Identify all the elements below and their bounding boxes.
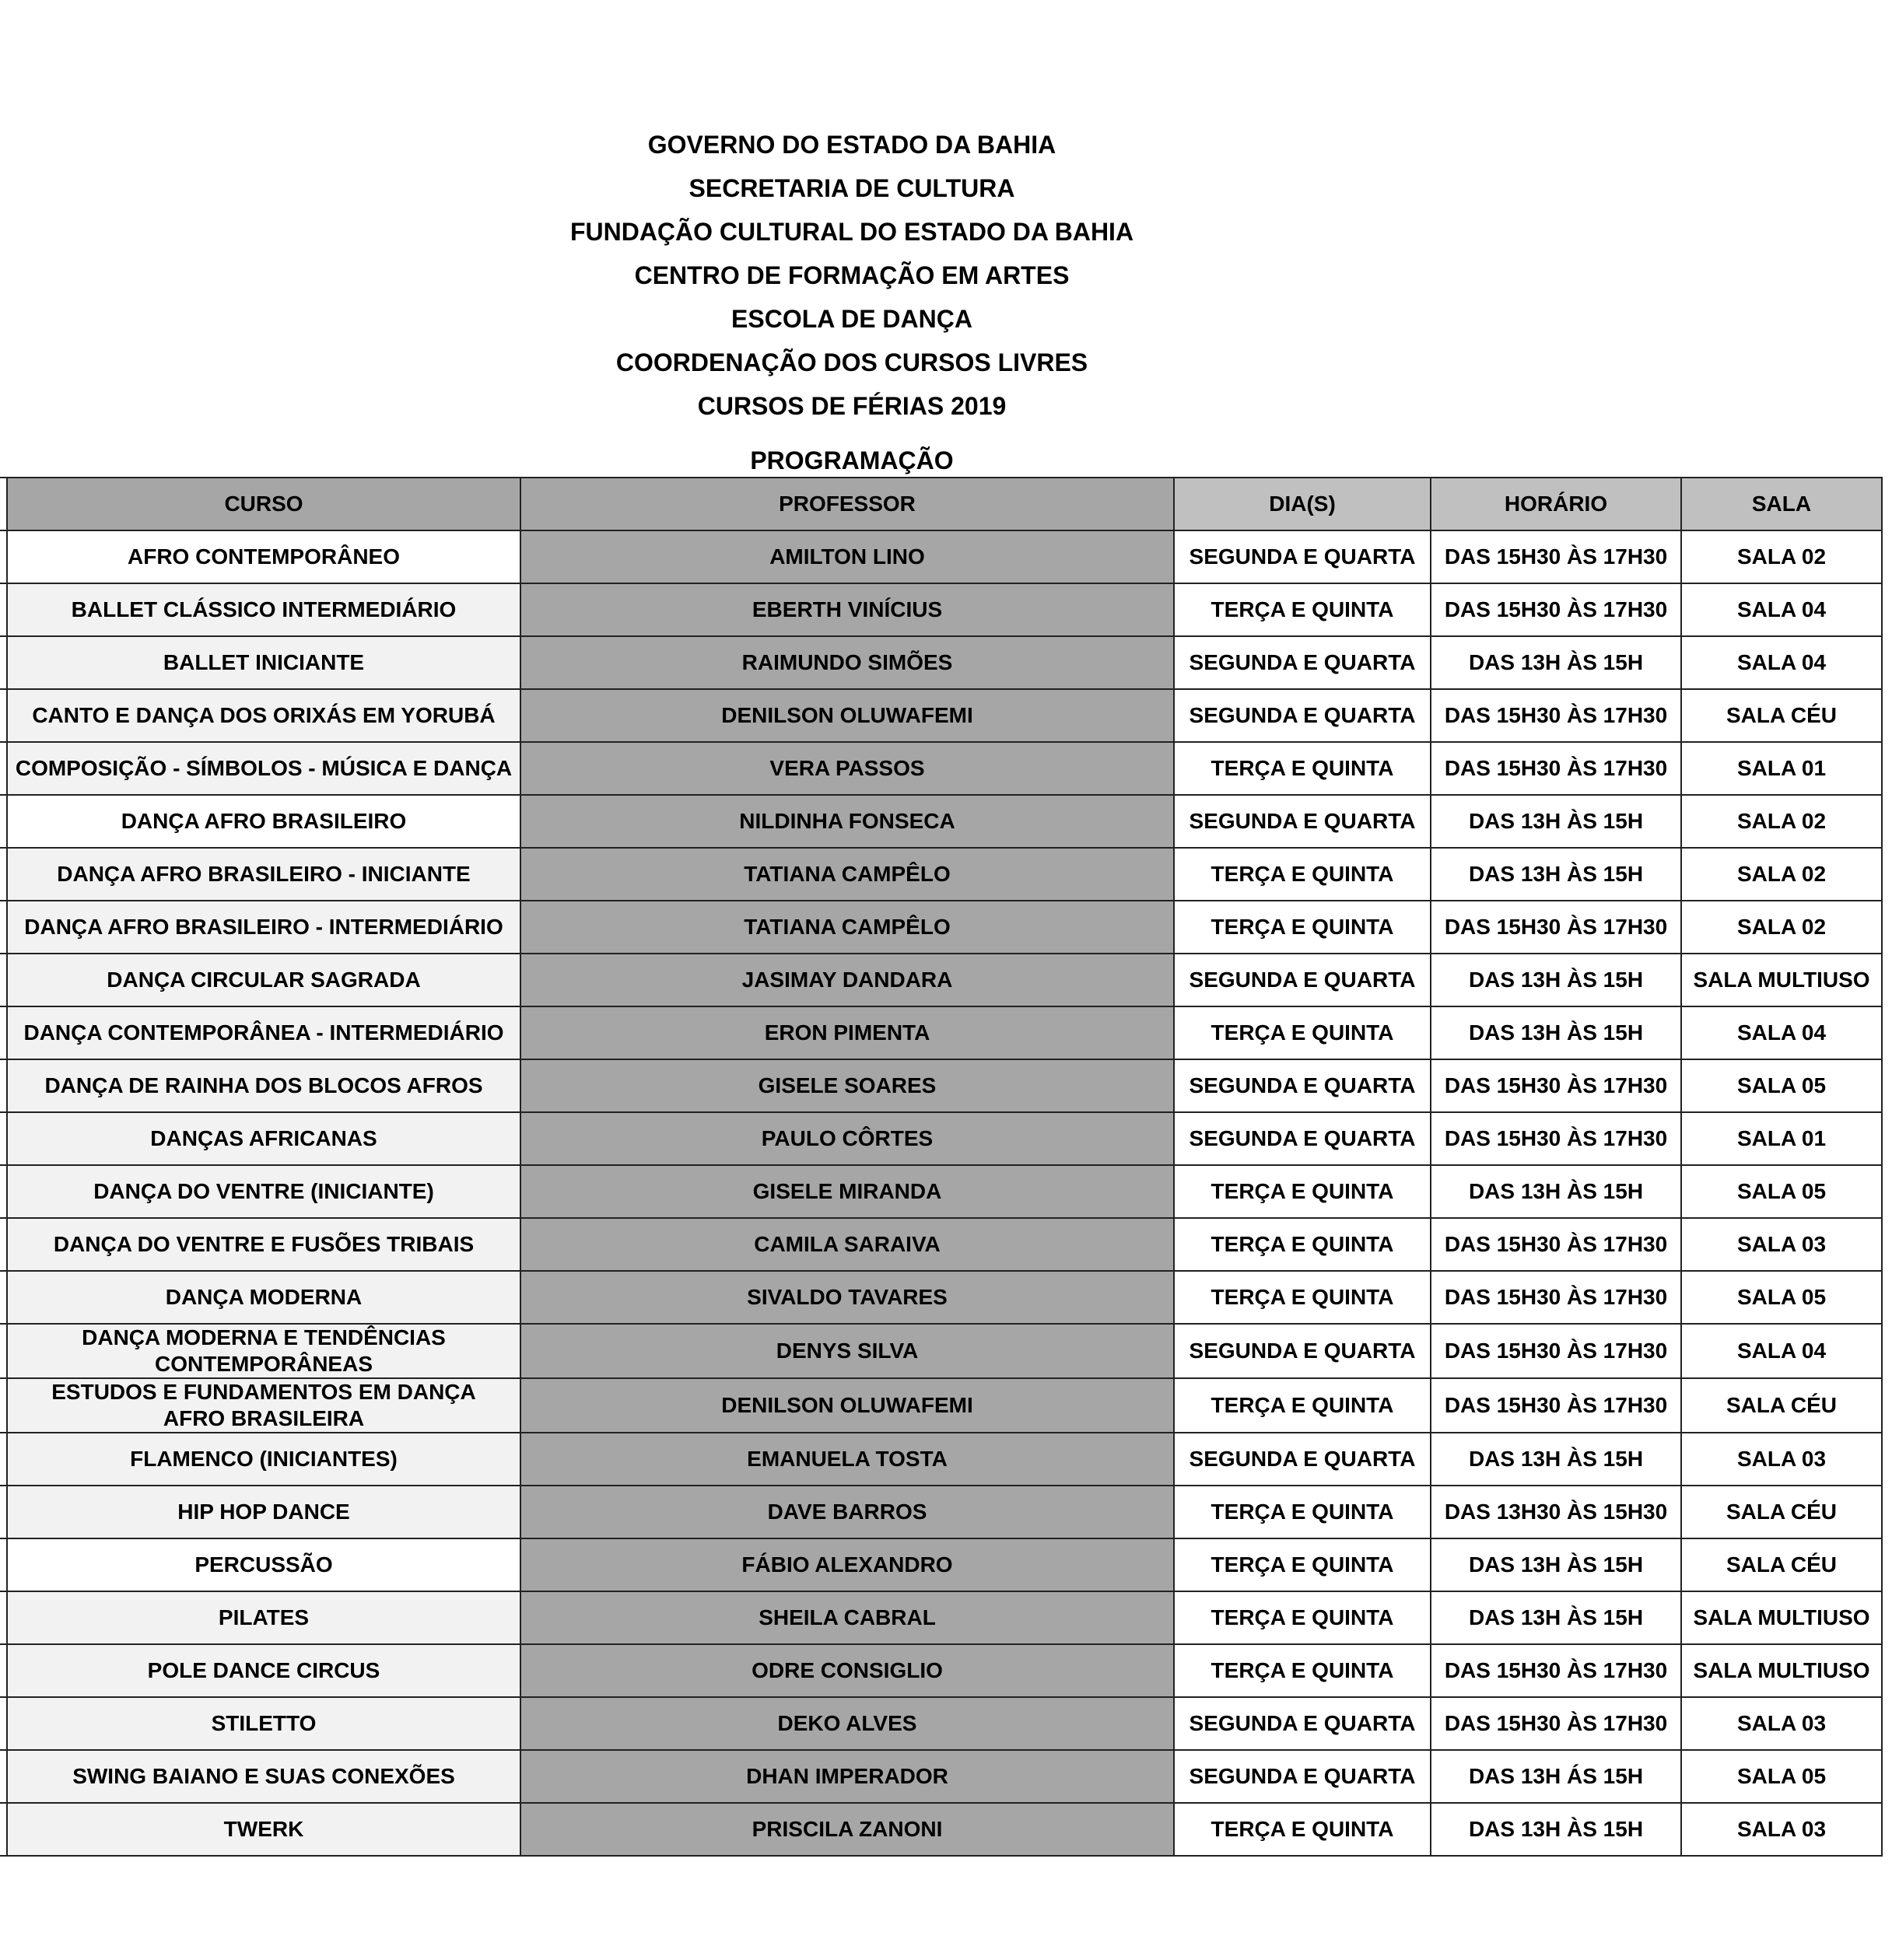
sala-cell: SALA 04 xyxy=(1681,583,1882,636)
table-row xyxy=(7,1644,1882,1697)
curso-cell: DANÇA MODERNA E TENDÊNCIAS CONTEMPORÂNEAS xyxy=(7,1324,520,1378)
curso-cell: BALLET CLÁSSICO INTERMEDIÁRIO xyxy=(7,583,520,636)
row-rule-stub xyxy=(0,1059,6,1060)
horario-cell: DAS 15H30 ÀS 17H30 xyxy=(1431,742,1681,795)
dias-cell: TERÇA E QUINTA xyxy=(1174,742,1431,795)
curso-cell: FLAMENCO (INICIANTES) xyxy=(7,1433,520,1486)
professor-cell: DEKO ALVES xyxy=(520,1697,1174,1750)
column-header-curso: CURSO xyxy=(7,478,520,530)
dias-cell: TERÇA E QUINTA xyxy=(1174,1538,1431,1591)
professor-cell: ODRE CONSIGLIO xyxy=(520,1644,1174,1697)
table-row xyxy=(7,583,1882,636)
sala-cell: SALA 01 xyxy=(1681,742,1882,795)
horario-cell: DAS 15H30 ÀS 17H30 xyxy=(1431,1644,1681,1697)
dias-cell: TERÇA E QUINTA xyxy=(1174,1165,1431,1218)
table-row xyxy=(7,954,1882,1006)
header-line-coordenacao: COORDENAÇÃO DOS CURSOS LIVRES xyxy=(615,348,1088,376)
row-rule-stub xyxy=(0,794,6,796)
horario-cell: DAS 15H30 ÀS 17H30 xyxy=(1431,1324,1681,1378)
horario-cell: DAS 13H ÀS 15H xyxy=(1431,1006,1681,1059)
curso-cell: DANÇA AFRO BRASILEIRO - INTERMEDIÁRIO xyxy=(7,901,520,954)
dias-cell: TERÇA E QUINTA xyxy=(1174,1218,1431,1271)
curso-cell: AFRO CONTEMPORÂNEO xyxy=(7,530,520,583)
horario-cell: DAS 15H30 ÀS 17H30 xyxy=(1431,1059,1681,1112)
sala-cell: SALA 01 xyxy=(1681,1112,1882,1165)
table-row xyxy=(7,795,1882,848)
dias-cell: TERÇA E QUINTA xyxy=(1174,1006,1431,1059)
professor-cell: RAIMUNDO SIMÕES xyxy=(520,636,1174,689)
sala-cell: SALA CÉU xyxy=(1681,1378,1882,1433)
curso-cell: HIP HOP DANCE xyxy=(7,1486,520,1538)
professor-cell: SHEILA CABRAL xyxy=(520,1591,1174,1644)
table-row xyxy=(7,1324,1882,1378)
row-rule-stub xyxy=(0,477,6,478)
horario-cell: DAS 13H ÀS 15H xyxy=(1431,1165,1681,1218)
row-rule-stub xyxy=(0,1432,6,1433)
curso-cell: DANÇA DO VENTRE E FUSÕES TRIBAIS xyxy=(7,1218,520,1271)
professor-cell: CAMILA SARAIVA xyxy=(520,1218,1174,1271)
professor-cell: EBERTH VINÍCIUS xyxy=(520,583,1174,636)
horario-cell: DAS 13H ÀS 15H xyxy=(1431,636,1681,689)
horario-cell: DAS 15H30 ÀS 17H30 xyxy=(1431,1218,1681,1271)
sala-cell: SALA CÉU xyxy=(1681,689,1882,742)
row-rule-stub xyxy=(0,1111,6,1113)
horario-cell: DAS 15H30 ÀS 17H30 xyxy=(1431,1271,1681,1324)
horario-cell: DAS 15H30 ÀS 17H30 xyxy=(1431,583,1681,636)
dias-cell: TERÇA E QUINTA xyxy=(1174,1591,1431,1644)
dias-cell: TERÇA E QUINTA xyxy=(1174,1378,1431,1433)
row-rule-stub xyxy=(0,1270,6,1272)
sala-cell: SALA 05 xyxy=(1681,1750,1882,1803)
row-rule-stub xyxy=(0,1217,6,1219)
table-row xyxy=(7,1591,1882,1644)
dias-cell: SEGUNDA E QUARTA xyxy=(1174,1059,1431,1112)
row-rule-stub xyxy=(0,583,6,584)
row-rule-stub xyxy=(0,847,6,849)
professor-cell: TATIANA CAMPÊLO xyxy=(520,848,1174,901)
dias-cell: SEGUNDA E QUARTA xyxy=(1174,1324,1431,1378)
horario-cell: DAS 15H30 ÀS 17H30 xyxy=(1431,1112,1681,1165)
professor-cell: AMILTON LINO xyxy=(520,530,1174,583)
curso-cell: DANÇA CIRCULAR SAGRADA xyxy=(7,954,520,1006)
sala-cell: SALA MULTIUSO xyxy=(1681,1644,1882,1697)
horario-cell: DAS 13H ÀS 15H xyxy=(1431,1433,1681,1486)
professor-cell: DHAN IMPERADOR xyxy=(520,1750,1174,1803)
horario-cell: DAS 13H ÀS 15H xyxy=(1431,1803,1681,1856)
horario-cell: DAS 15H30 ÀS 17H30 xyxy=(1431,901,1681,954)
horario-cell: DAS 13H ÀS 15H xyxy=(1431,848,1681,901)
sala-cell: SALA CÉU xyxy=(1681,1486,1882,1538)
curso-cell: DANÇA MODERNA xyxy=(7,1271,520,1324)
sala-cell: SALA MULTIUSO xyxy=(1681,954,1882,1006)
dias-cell: SEGUNDA E QUARTA xyxy=(1174,1433,1431,1486)
sala-cell: SALA 04 xyxy=(1681,1006,1882,1059)
dias-cell: TERÇA E QUINTA xyxy=(1174,848,1431,901)
table-row xyxy=(7,1218,1882,1271)
table-row xyxy=(7,901,1882,954)
professor-cell: TATIANA CAMPÊLO xyxy=(520,901,1174,954)
sala-cell: SALA 02 xyxy=(1681,795,1882,848)
table-row xyxy=(7,848,1882,901)
curso-cell: STILETTO xyxy=(7,1697,520,1750)
header-line-cursos-ferias: CURSOS DE FÉRIAS 2019 xyxy=(697,392,1007,420)
professor-cell: EMANUELA TOSTA xyxy=(520,1433,1174,1486)
table-row xyxy=(7,636,1882,689)
row-rule-stub xyxy=(0,900,6,901)
curso-cell: ESTUDOS E FUNDAMENTOS EM DANÇA AFRO BRASILEIRA xyxy=(7,1378,520,1433)
row-rule-stub xyxy=(0,1643,6,1645)
row-rule-stub xyxy=(0,530,6,531)
horario-cell: DAS 13H ÀS 15H xyxy=(1431,795,1681,848)
header-line-centro: CENTRO DE FORMAÇÃO EM ARTES xyxy=(634,261,1070,289)
header-line-fundacao: FUNDAÇÃO CULTURAL DO ESTADO DA BAHIA xyxy=(569,218,1134,246)
table-row xyxy=(7,1112,1882,1165)
dias-cell: TERÇA E QUINTA xyxy=(1174,901,1431,954)
curso-cell: DANÇA DO VENTRE (INICIANTE) xyxy=(7,1165,520,1218)
horario-cell: DAS 15H30 ÀS 17H30 xyxy=(1431,1378,1681,1433)
row-rule-stub xyxy=(0,1749,6,1751)
horario-cell: DAS 13H ÀS 15H xyxy=(1431,1591,1681,1644)
curso-cell: BALLET INICIANTE xyxy=(7,636,520,689)
dias-cell: TERÇA E QUINTA xyxy=(1174,1644,1431,1697)
row-rule-stub xyxy=(0,1538,6,1539)
dias-cell: SEGUNDA E QUARTA xyxy=(1174,1112,1431,1165)
horario-cell: DAS 13H ÀS 15H xyxy=(1431,1538,1681,1591)
professor-cell: VERA PASSOS xyxy=(520,742,1174,795)
table-row xyxy=(7,1486,1882,1538)
row-rule-stub xyxy=(0,635,6,637)
sala-cell: SALA 05 xyxy=(1681,1271,1882,1324)
header-line-secretaria: SECRETARIA DE CULTURA xyxy=(688,174,1015,202)
curso-cell: DANÇA AFRO BRASILEIRO - INICIANTE xyxy=(7,848,520,901)
table-row xyxy=(7,530,1882,583)
curso-cell: DANÇA AFRO BRASILEIRO xyxy=(7,795,520,848)
sala-cell: SALA 03 xyxy=(1681,1218,1882,1271)
sala-cell: SALA MULTIUSO xyxy=(1681,1591,1882,1644)
row-rule-stub xyxy=(0,688,6,690)
professor-cell: GISELE MIRANDA xyxy=(520,1165,1174,1218)
sala-cell: SALA 03 xyxy=(1681,1697,1882,1750)
professor-cell: DENYS SILVA xyxy=(520,1324,1174,1378)
table-row xyxy=(7,1165,1882,1218)
professor-cell: PRISCILA ZANONI xyxy=(520,1803,1174,1856)
dias-cell: SEGUNDA E QUARTA xyxy=(1174,636,1431,689)
column-header-sala: SALA xyxy=(1681,478,1882,530)
table-row xyxy=(7,689,1882,742)
row-rule-stub xyxy=(0,1164,6,1166)
column-header-horario: HORÁRIO xyxy=(1431,478,1681,530)
row-rule-stub xyxy=(0,1006,6,1007)
professor-cell: DENILSON OLUWAFEMI xyxy=(520,1378,1174,1433)
horario-cell: DAS 13H ÁS 15H xyxy=(1431,1750,1681,1803)
professor-cell: DAVE BARROS xyxy=(520,1486,1174,1538)
sala-cell: SALA 02 xyxy=(1681,848,1882,901)
row-rule-stub xyxy=(0,741,6,743)
sala-cell: SALA 04 xyxy=(1681,1324,1882,1378)
table-row xyxy=(7,1538,1882,1591)
professor-cell: NILDINHA FONSECA xyxy=(520,795,1174,848)
sala-cell: SALA CÉU xyxy=(1681,1538,1882,1591)
row-rule-stub xyxy=(0,1323,6,1325)
column-header-professor: PROFESSOR xyxy=(520,478,1174,530)
horario-cell: DAS 13H30 ÀS 15H30 xyxy=(1431,1486,1681,1538)
professor-cell: GISELE SOARES xyxy=(520,1059,1174,1112)
dias-cell: SEGUNDA E QUARTA xyxy=(1174,1697,1431,1750)
sala-cell: SALA 05 xyxy=(1681,1165,1882,1218)
horario-cell: DAS 13H ÀS 15H xyxy=(1431,954,1681,1006)
professor-cell: FÁBIO ALEXANDRO xyxy=(520,1538,1174,1591)
schedule-table xyxy=(6,477,1883,1857)
dias-cell: TERÇA E QUINTA xyxy=(1174,1803,1431,1856)
table-row xyxy=(7,742,1882,795)
professor-cell: PAULO CÔRTES xyxy=(520,1112,1174,1165)
horario-cell: DAS 15H30 ÀS 17H30 xyxy=(1431,530,1681,583)
dias-cell: SEGUNDA E QUARTA xyxy=(1174,689,1431,742)
table-header-row xyxy=(7,478,1882,530)
sala-cell: SALA 04 xyxy=(1681,636,1882,689)
column-header-dias: DIA(S) xyxy=(1174,478,1431,530)
curso-cell: TWERK xyxy=(7,1803,520,1856)
row-rule-stub xyxy=(0,1802,6,1804)
dias-cell: SEGUNDA E QUARTA xyxy=(1174,795,1431,848)
sala-cell: SALA 03 xyxy=(1681,1433,1882,1486)
table-row xyxy=(7,1378,1882,1433)
sala-cell: SALA 02 xyxy=(1681,530,1882,583)
horario-cell: DAS 15H30 ÀS 17H30 xyxy=(1431,1697,1681,1750)
header-line-escola: ESCOLA DE DANÇA xyxy=(731,305,972,333)
row-rule-stub xyxy=(0,1696,6,1698)
table-row xyxy=(7,1433,1882,1486)
table-row xyxy=(7,1750,1882,1803)
row-rule-stub xyxy=(0,1485,6,1486)
professor-cell: ERON PIMENTA xyxy=(520,1006,1174,1059)
header-line-governo: GOVERNO DO ESTADO DA BAHIA xyxy=(647,131,1056,159)
dias-cell: TERÇA E QUINTA xyxy=(1174,1271,1431,1324)
dias-cell: TERÇA E QUINTA xyxy=(1174,1486,1431,1538)
sala-cell: SALA 03 xyxy=(1681,1803,1882,1856)
table-row xyxy=(7,1697,1882,1750)
curso-cell: CANTO E DANÇA DOS ORIXÁS EM YORUBÁ xyxy=(7,689,520,742)
curso-cell: PERCUSSÃO xyxy=(7,1538,520,1591)
professor-cell: SIVALDO TAVARES xyxy=(520,1271,1174,1324)
table-row xyxy=(7,1059,1882,1112)
dias-cell: SEGUNDA E QUARTA xyxy=(1174,530,1431,583)
dias-cell: SEGUNDA E QUARTA xyxy=(1174,954,1431,1006)
professor-cell: DENILSON OLUWAFEMI xyxy=(520,689,1174,742)
section-title: PROGRAMAÇÃO xyxy=(750,446,954,474)
curso-cell: POLE DANCE CIRCUS xyxy=(7,1644,520,1697)
curso-cell: DANÇA DE RAINHA DOS BLOCOS AFROS xyxy=(7,1059,520,1112)
row-rule-stub xyxy=(0,953,6,954)
row-rule-stub xyxy=(0,1855,6,1857)
curso-cell: SWING BAIANO E SUAS CONEXÕES xyxy=(7,1750,520,1803)
horario-cell: DAS 15H30 ÀS 17H30 xyxy=(1431,689,1681,742)
table-row xyxy=(7,1006,1882,1059)
table-row xyxy=(7,1803,1882,1856)
dias-cell: TERÇA E QUINTA xyxy=(1174,583,1431,636)
sala-cell: SALA 05 xyxy=(1681,1059,1882,1112)
curso-cell: PILATES xyxy=(7,1591,520,1644)
row-rule-stub xyxy=(0,1377,6,1379)
row-rule-stub xyxy=(0,1591,6,1592)
sala-cell: SALA 02 xyxy=(1681,901,1882,954)
curso-cell: DANÇA CONTEMPORÂNEA - INTERMEDIÁRIO xyxy=(7,1006,520,1059)
dias-cell: SEGUNDA E QUARTA xyxy=(1174,1750,1431,1803)
curso-cell: DANÇAS AFRICANAS xyxy=(7,1112,520,1165)
table-row xyxy=(7,1271,1882,1324)
professor-cell: JASIMAY DANDARA xyxy=(520,954,1174,1006)
curso-cell: COMPOSIÇÃO - SÍMBOLOS - MÚSICA E DANÇA xyxy=(7,742,520,795)
